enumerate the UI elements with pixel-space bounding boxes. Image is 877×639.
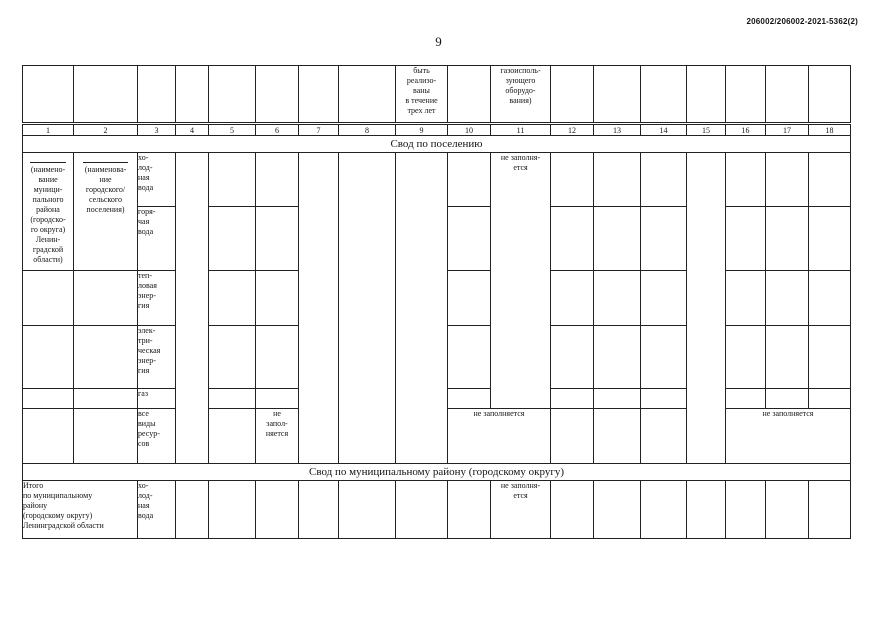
header-cell: [299, 66, 339, 124]
fill-line: [30, 162, 66, 163]
table-cell: [209, 153, 256, 207]
resource-label: горя- чая вода: [138, 207, 156, 236]
header-cell: [339, 66, 396, 124]
column-number: 8: [339, 124, 396, 136]
table-cell: [448, 389, 491, 409]
table-cell: [594, 389, 641, 409]
table-cell: [339, 481, 396, 539]
column-number: 10: [448, 124, 491, 136]
section-row-district: [23, 464, 851, 481]
table-cell: [448, 271, 491, 326]
table-cell: [594, 271, 641, 326]
page-number: 9: [435, 34, 442, 49]
district-total-label: Итого по муниципальному району (городскому округу) Ленинградской области: [23, 481, 104, 530]
resource-table: [22, 65, 851, 539]
not-filled-note: не заполняется: [473, 409, 525, 418]
table-cell: [726, 326, 766, 389]
table-cell: [641, 389, 687, 409]
table-cell: [209, 207, 256, 271]
table-row-district-total: [23, 481, 851, 539]
resource-cell: [138, 153, 176, 207]
table-cell: [766, 207, 809, 271]
header-cell: [809, 66, 851, 124]
header-cell-col11: [491, 66, 551, 124]
column-number-row: [23, 124, 851, 136]
table-row-cold-water: [23, 153, 851, 207]
table-cell: [176, 153, 209, 464]
header-cell: [209, 66, 256, 124]
column-number: 9: [396, 124, 448, 136]
table-cell: [551, 326, 594, 389]
table-cell: [23, 409, 74, 464]
fill-line: [83, 162, 128, 163]
table-cell: [551, 207, 594, 271]
table-cell: [641, 271, 687, 326]
header-cell-col9: [396, 66, 448, 124]
table-cell: [176, 481, 209, 539]
table-cell: [641, 153, 687, 207]
resource-label: хо- лод- ная вода: [138, 481, 154, 520]
table-cell: [74, 326, 138, 389]
table-header-row: [23, 66, 851, 124]
not-filled-note: не заполня- ется: [500, 481, 541, 500]
table-cell: [299, 153, 339, 464]
table-cell: [641, 481, 687, 539]
column-number: 7: [299, 124, 339, 136]
resource-cell: [138, 326, 176, 389]
district-name-cell: [23, 153, 74, 271]
table-cell: [766, 389, 809, 409]
resource-label: все виды ресур- сов: [138, 409, 160, 448]
table-cell: [448, 481, 491, 539]
header-col9-text: быть реализо- ваны в течение трех лет: [405, 66, 438, 115]
table-cell: [766, 326, 809, 389]
table-cell: [594, 409, 641, 464]
column-number: 11: [491, 124, 551, 136]
column-number: 17: [766, 124, 809, 136]
table-cell: [551, 389, 594, 409]
header-cell: [448, 66, 491, 124]
column-number: 15: [687, 124, 726, 136]
settlement-name-label: (наименова- ние городского/ сельского поселения): [84, 165, 127, 214]
header-col11-text: газоисполь- зующего оборудо- вания): [500, 66, 541, 105]
section-title-district: Свод по муниципальному району (городскому округу): [23, 464, 851, 481]
col6-note-cell: [256, 409, 299, 464]
header-cell: [176, 66, 209, 124]
table-cell: [594, 481, 641, 539]
table-cell: [209, 271, 256, 326]
table-cell: [256, 389, 299, 409]
table-cell: [687, 153, 726, 464]
table-cell: [209, 389, 256, 409]
settlement-name-cell: [74, 153, 138, 271]
table-cell: [641, 207, 687, 271]
section-row-settlement: [23, 136, 851, 153]
table-cell: [74, 409, 138, 464]
column-number: 5: [209, 124, 256, 136]
header-cell: [551, 66, 594, 124]
table-cell: [339, 153, 396, 464]
column-number: 1: [23, 124, 74, 136]
column-number: 12: [551, 124, 594, 136]
table-cell: [74, 389, 138, 409]
column-number: 3: [138, 124, 176, 136]
table-cell: [74, 271, 138, 326]
table-cell: [809, 389, 851, 409]
table-cell: [256, 207, 299, 271]
table-cell: [23, 271, 74, 326]
table-cell: [726, 153, 766, 207]
resource-label: хо- лод- ная вода: [138, 153, 154, 192]
table-cell: [726, 271, 766, 326]
table-cell: [687, 481, 726, 539]
not-filled-note: не заполняется: [762, 409, 814, 418]
column-number: 13: [594, 124, 641, 136]
resource-cell: [138, 207, 176, 271]
table-cell: [23, 326, 74, 389]
table-cell: [299, 481, 339, 539]
table-cell: [209, 326, 256, 389]
table-cell: [551, 271, 594, 326]
col11-note-cell: [491, 153, 551, 409]
table-cell: [256, 271, 299, 326]
not-filled-note: не заполня- ется: [500, 153, 541, 172]
header-cell: [726, 66, 766, 124]
col16-18-note-cell: [726, 409, 851, 464]
table-cell: [256, 326, 299, 389]
table-cell: [448, 326, 491, 389]
table-cell: [448, 207, 491, 271]
resource-label: теп- ловая энер- гия: [138, 271, 157, 310]
table-cell: [766, 481, 809, 539]
resource-label: газ: [138, 389, 148, 398]
table-cell: [256, 481, 299, 539]
table-cell: [809, 271, 851, 326]
column-number: 16: [726, 124, 766, 136]
resource-cell: [138, 481, 176, 539]
table-cell: [396, 481, 448, 539]
table-cell: [209, 481, 256, 539]
header-cell: [256, 66, 299, 124]
table-cell: [256, 153, 299, 207]
column-number: 2: [74, 124, 138, 136]
col10-11-note-cell: [448, 409, 551, 464]
table-cell: [209, 409, 256, 464]
table-cell: [594, 207, 641, 271]
header-cell: [23, 66, 74, 124]
table-cell: [726, 389, 766, 409]
table-cell: [726, 481, 766, 539]
table-cell: [809, 326, 851, 389]
district-name-label: (наимено- вание муници- пального района (городско- го округа) Ленин- градской области): [30, 165, 66, 264]
resource-label: элек- три- ческая энер- гия: [138, 326, 161, 375]
column-number: 14: [641, 124, 687, 136]
table-cell: [766, 153, 809, 207]
header-cell: [74, 66, 138, 124]
table-cell: [448, 153, 491, 207]
registration-number: 206002/206002-2021-5362(2): [746, 17, 858, 26]
header-cell: [594, 66, 641, 124]
table-cell: [809, 207, 851, 271]
resource-cell: [138, 409, 176, 464]
table-cell: [641, 409, 687, 464]
table-cell: [396, 153, 448, 464]
header-cell: [766, 66, 809, 124]
table-cell: [551, 409, 594, 464]
district-total-label-cell: [23, 481, 138, 539]
table-cell: [551, 153, 594, 207]
column-number: 6: [256, 124, 299, 136]
table-cell: [766, 271, 809, 326]
table-cell: [23, 389, 74, 409]
table-cell: [594, 326, 641, 389]
table-cell: [551, 481, 594, 539]
table-cell: [726, 207, 766, 271]
table-cell: [809, 481, 851, 539]
resource-cell: [138, 389, 176, 409]
col11-note-cell: [491, 481, 551, 539]
table-cell: [641, 326, 687, 389]
header-cell: [138, 66, 176, 124]
table-cell: [809, 153, 851, 207]
column-number: 18: [809, 124, 851, 136]
not-filled-note: не запол- няется: [265, 409, 289, 438]
section-title-settlement: Свод по поселению: [23, 136, 851, 153]
header-cell: [641, 66, 687, 124]
header-cell: [687, 66, 726, 124]
resource-cell: [138, 271, 176, 326]
table-cell: [594, 153, 641, 207]
column-number: 4: [176, 124, 209, 136]
